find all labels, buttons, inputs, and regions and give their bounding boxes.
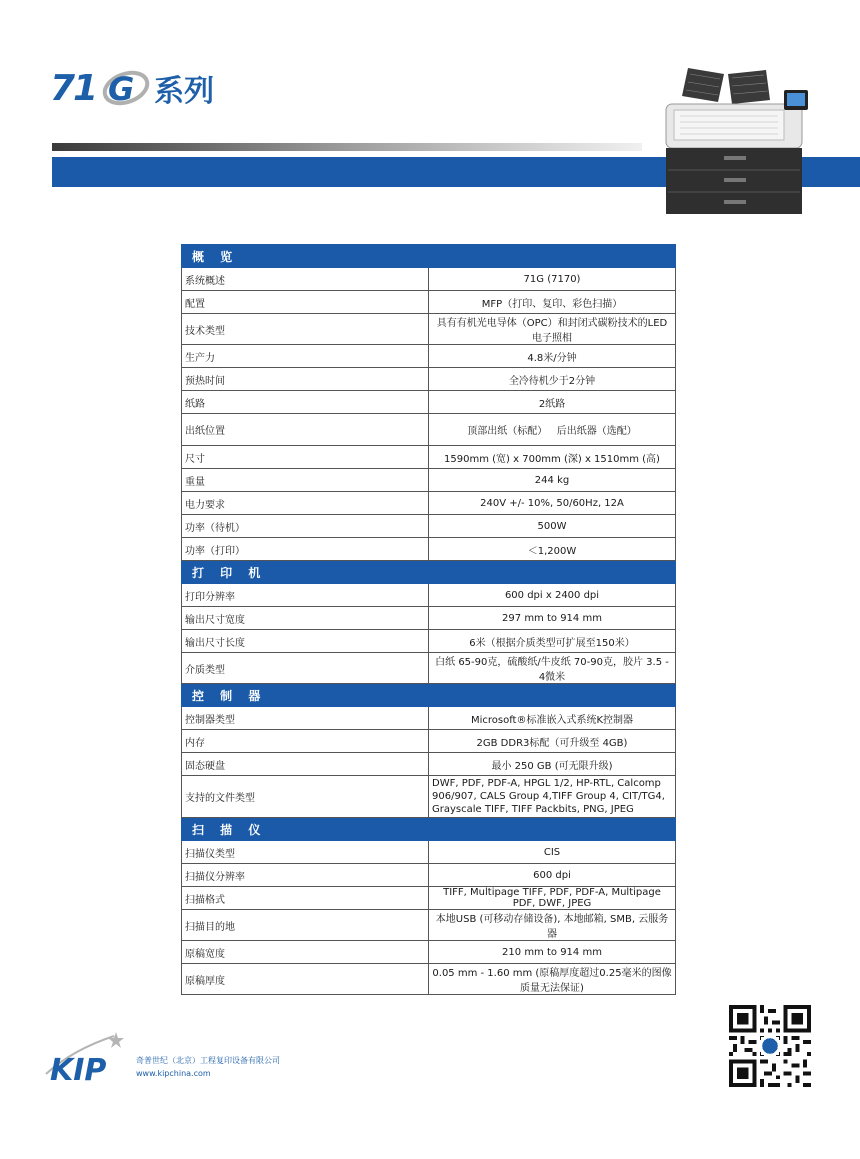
spec-label: 输出尺寸长度	[182, 630, 429, 653]
spec-label: 扫描仪分辨率	[182, 864, 429, 887]
spec-value: 244 kg	[429, 469, 676, 492]
table-row	[182, 776, 676, 818]
table-row	[182, 887, 676, 910]
table-row	[182, 864, 676, 887]
section-title: 扫 描 仪	[182, 818, 676, 841]
table-row	[182, 941, 676, 964]
spec-label: 原稿宽度	[182, 941, 429, 964]
section-title: 概 览	[182, 245, 676, 268]
table-row	[182, 653, 676, 684]
spec-label: 扫描格式	[182, 887, 429, 910]
spec-label: 配置	[182, 291, 429, 314]
kip-logo	[42, 1030, 280, 1086]
spec-value: CIS	[429, 841, 676, 864]
table-row	[182, 841, 676, 864]
table-row	[182, 753, 676, 776]
table-row	[182, 414, 676, 446]
spec-label: 固态硬盘	[182, 753, 429, 776]
spec-value: 4.8米/分钟	[429, 345, 676, 368]
logo-series: 系列	[154, 74, 215, 109]
spec-value: 2GB DDR3标配（可升级至 4GB)	[429, 730, 676, 753]
table-row	[182, 630, 676, 653]
spec-value: 1590mm (宽) x 700mm (深) x 1510mm (高)	[429, 446, 676, 469]
spec-value: 具有有机光电导体（OPC）和封闭式碳粉技术的LED电子照相	[429, 314, 676, 345]
section-header	[182, 561, 676, 584]
section-title: 打 印 机	[182, 561, 676, 584]
spec-label: 技术类型	[182, 314, 429, 345]
table-row	[182, 910, 676, 941]
spec-value: ＜1,200W	[429, 538, 676, 561]
table-row	[182, 584, 676, 607]
company-website[interactable]: www.kipchina.com	[136, 1069, 211, 1078]
printer-machine-icon	[654, 64, 814, 216]
spec-value: 297 mm to 914 mm	[429, 607, 676, 630]
svg-text:G: G	[108, 70, 135, 108]
spec-label: 预热时间	[182, 368, 429, 391]
table-row	[182, 730, 676, 753]
spec-label: 介质类型	[182, 653, 429, 684]
table-row	[182, 314, 676, 345]
section-title: 控 制 器	[182, 684, 676, 707]
table-row	[182, 268, 676, 291]
kip-logo-text: KIP	[50, 1053, 107, 1086]
table-row	[182, 391, 676, 414]
table-row	[182, 291, 676, 314]
spec-value: 最小 250 GB (可无限升级)	[429, 753, 676, 776]
series-logo	[50, 66, 214, 110]
spec-table	[181, 244, 676, 995]
spec-label: 扫描目的地	[182, 910, 429, 941]
spec-value: TIFF, Multipage TIFF, PDF, PDF-A, Multipage PDF, DWF, JPEG	[429, 887, 676, 910]
spec-value: 71G (7170)	[429, 268, 676, 291]
spec-value: 全冷待机少于2分钟	[429, 368, 676, 391]
table-row	[182, 707, 676, 730]
spec-label: 尺寸	[182, 446, 429, 469]
table-row	[182, 515, 676, 538]
spec-label: 原稿厚度	[182, 964, 429, 995]
spec-value: MFP（打印、复印、彩色扫描）	[429, 291, 676, 314]
spec-value: 600 dpi x 2400 dpi	[429, 584, 676, 607]
spec-label: 出纸位置	[182, 414, 429, 446]
header-gradient-bar	[52, 143, 642, 151]
spec-label: 系统概述	[182, 268, 429, 291]
spec-value: Microsoft®标准嵌入式系统K控制器	[429, 707, 676, 730]
spec-value: 顶部出纸（标配） 后出纸器（选配）	[429, 414, 676, 446]
spec-label: 生产力	[182, 345, 429, 368]
spec-label: 控制器类型	[182, 707, 429, 730]
section-header	[182, 684, 676, 707]
spec-value: 600 dpi	[429, 864, 676, 887]
spec-value: 240V +/- 10%, 50/60Hz, 12A	[429, 492, 676, 515]
spec-value: 210 mm to 914 mm	[429, 941, 676, 964]
g-swoosh-logo-icon	[98, 66, 152, 110]
spec-label: 重量	[182, 469, 429, 492]
spec-label: 功率（待机）	[182, 515, 429, 538]
table-row	[182, 964, 676, 995]
spec-value: 2纸路	[429, 391, 676, 414]
section-header	[182, 818, 676, 841]
spec-label: 纸路	[182, 391, 429, 414]
table-row	[182, 368, 676, 391]
company-name: 奇普世纪（北京）工程复印设备有限公司	[136, 1056, 280, 1065]
spec-value: 500W	[429, 515, 676, 538]
spec-value: DWF, PDF, PDF-A, HPGL 1/2, HP-RTL, Calcomp 906/907, CALS Group 4,TIFF Group 4, CIT/TG4, Grayscale TIFF, TIFF Packbits, PNG, JPEG	[429, 776, 676, 818]
logo-number: 71	[50, 67, 97, 109]
table-row	[182, 607, 676, 630]
spec-label: 打印分辨率	[182, 584, 429, 607]
spec-label: 扫描仪类型	[182, 841, 429, 864]
spec-value: 6米（根据介质类型可扩展至150米）	[429, 630, 676, 653]
table-row	[182, 538, 676, 561]
qr-code-icon	[729, 1005, 811, 1087]
table-row	[182, 492, 676, 515]
section-header	[182, 245, 676, 268]
spec-value: 0.05 mm - 1.60 mm (原稿厚度超过0.25毫米的图像质量无法保证)	[429, 964, 676, 995]
spec-label: 电力要求	[182, 492, 429, 515]
spec-label: 支持的文件类型	[182, 776, 429, 818]
table-row	[182, 469, 676, 492]
spec-label: 功率（打印）	[182, 538, 429, 561]
spec-value: 本地USB (可移动存储设备), 本地邮箱, SMB, 云服务器	[429, 910, 676, 941]
spec-value: 白纸 65-90克，硫酸纸/牛皮纸 70-90克，胶片 3.5 - 4微米	[429, 653, 676, 684]
kip-logo-icon	[42, 1030, 128, 1086]
spec-label: 内存	[182, 730, 429, 753]
table-row	[182, 345, 676, 368]
spec-label: 输出尺寸宽度	[182, 607, 429, 630]
table-row	[182, 446, 676, 469]
